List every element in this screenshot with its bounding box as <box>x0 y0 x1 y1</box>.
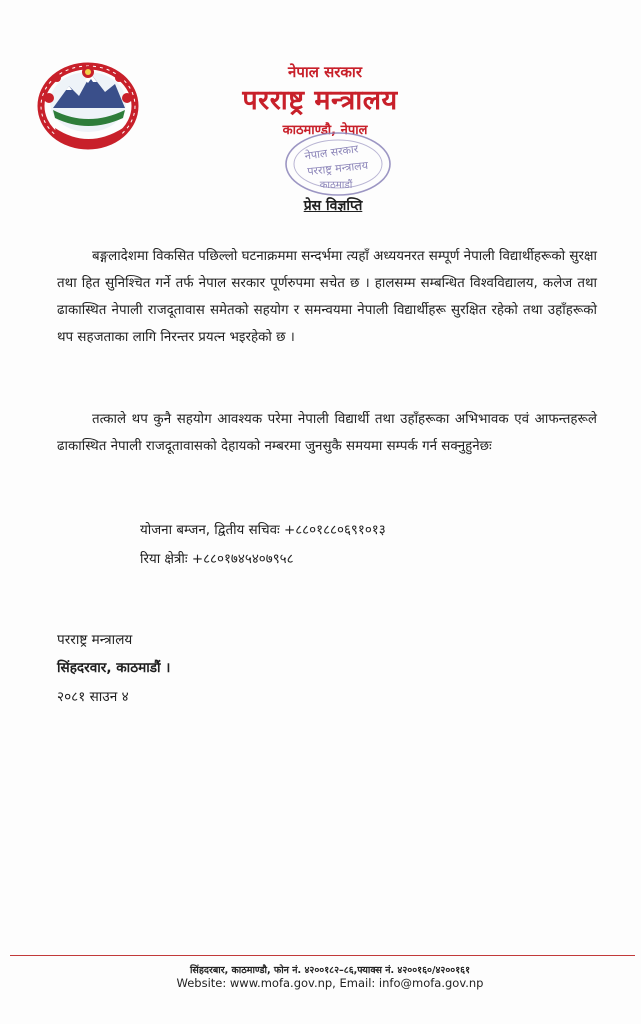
ministry-name: परराष्ट्र मन्त्रालय <box>242 85 398 116</box>
footer-contact-line: सिंहदरबार, काठमाण्डौ, फोन नं. ४२००१८२–८६,फ्याक्स नं. ४२००१६०/४२००१६१ <box>189 965 471 976</box>
body-paragraph-2: तत्काले थप कुनै सहयोग आवश्यक परेमा नेपाली विद्यार्थी तथा उहाँहरूका अभिभावक एवं आफन्तहरूले ढाकास्थित नेपाली राजदूतावासको देहायको नम्बरमा जुनसुकै समयमा सम्पर्क गर्न सक्नुहुनेछः <box>57 412 597 454</box>
stamp-line-2: परराष्ट्र मन्त्रालय <box>306 158 369 179</box>
government-name: नेपाल सरकार <box>288 63 362 81</box>
stamp-line-1: नेपाल सरकार <box>303 142 360 163</box>
nepal-coat-of-arms-icon <box>35 58 141 150</box>
footer-web-line: Website: www.mofa.gov.np, Email: info@mofa.gov.np <box>176 976 484 990</box>
contact-line-2: रिया क्षेत्रीः +८८०१७४५४०७९५८ <box>140 552 294 567</box>
document-title: प्रेस विज्ञप्ति <box>303 198 363 214</box>
ministry-stamp <box>278 130 398 198</box>
stamp-line-3: काठमाडौं <box>319 180 353 191</box>
signature-address: सिंहदरवार, काठमाडौं । <box>57 660 171 676</box>
contact-line-1: योजना बम्जन, द्वितीय सचिवः +८८०१८८०६९१०१३ <box>140 523 386 538</box>
footer-rule <box>10 955 635 956</box>
signature-date: २०८१ साउन ४ <box>57 689 129 705</box>
signature-office: परराष्ट्र मन्त्रालय <box>57 632 133 648</box>
ministry-location: काठमाण्डौ, नेपाल <box>282 123 368 138</box>
body-paragraph-1: बङ्गलादेशमा विकसित पछिल्लो घटनाक्रममा सन्दर्भमा त्यहाँ अध्ययनरत सम्पूर्ण नेपाली विद्यार्थीहरूको सुरक्षा तथा हित सुनिश्चित गर्ने तर्फ नेपाल सरकार पूर्णरुपमा सचेत छ । हालसम्म सम्बन्धित विश्वविद्यालय, कलेज तथा ढाकास्थित नेपाली राजदूतावास समेतको सहयोग र समन्वयमा नेपाली विद्यार्थीहरू सुरक्षित रहेको तथा उहाँहरूको थप सहजताका लागि निरन्तर प्रयत्न भइरहेको छ । <box>57 249 597 345</box>
